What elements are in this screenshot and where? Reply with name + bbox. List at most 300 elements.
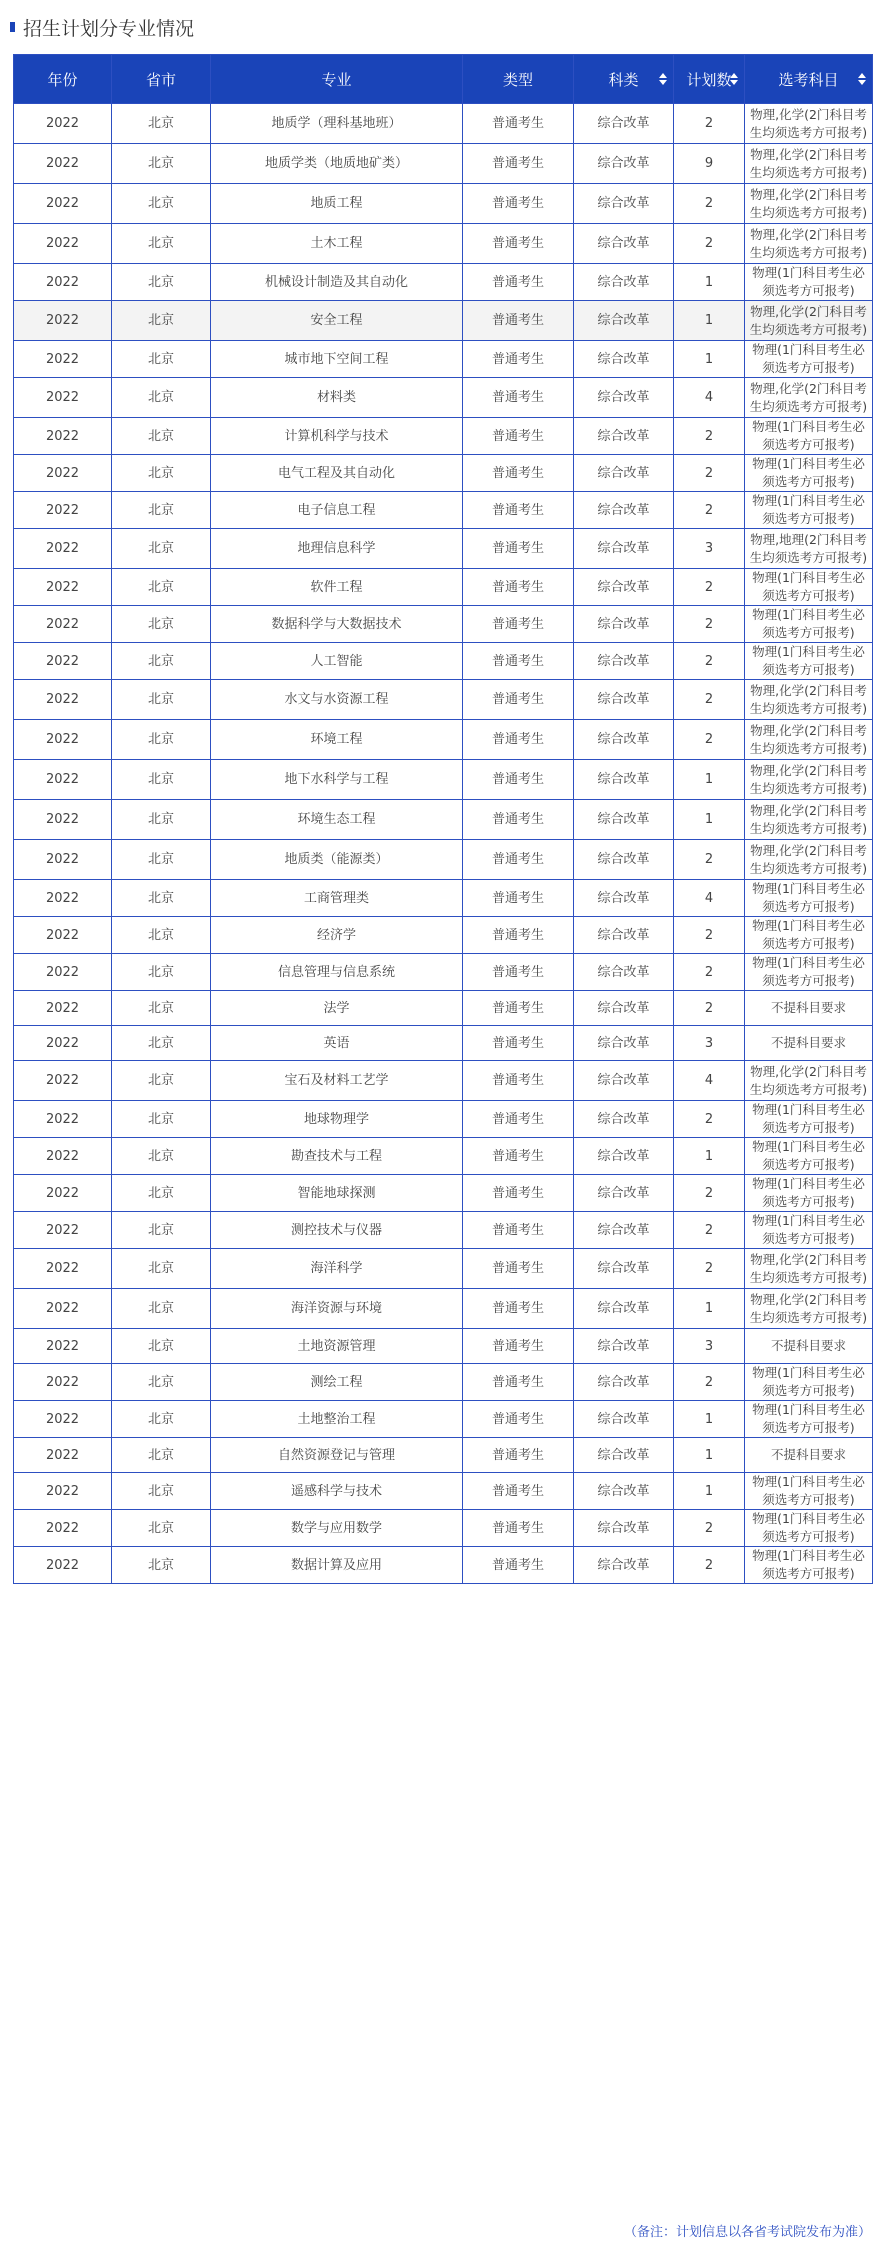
cell-province: 北京	[112, 991, 211, 1026]
cell-major: 环境工程	[211, 720, 463, 760]
cell-plan-count: 2	[674, 418, 745, 455]
cell-major: 工商管理类	[211, 880, 463, 917]
cell-category: 综合改革	[574, 341, 674, 378]
table-header-row	[14, 55, 873, 104]
cell-type: 普通考生	[463, 301, 574, 341]
cell-category: 综合改革	[574, 1212, 674, 1249]
cell-plan-count: 1	[674, 1289, 745, 1329]
cell-plan-count: 3	[674, 529, 745, 569]
cell-plan-count: 2	[674, 643, 745, 680]
cell-major: 城市地下空间工程	[211, 341, 463, 378]
cell-major: 数据计算及应用	[211, 1547, 463, 1584]
cell-province: 北京	[112, 1401, 211, 1438]
cell-subjects: 物理,化学(2门科目考生均须选考方可报考)	[745, 840, 873, 880]
table-row	[14, 1026, 873, 1061]
cell-type: 普通考生	[463, 104, 574, 144]
cell-major: 数据科学与大数据技术	[211, 606, 463, 643]
cell-type: 普通考生	[463, 264, 574, 301]
cell-type: 普通考生	[463, 917, 574, 954]
cell-year: 2022	[14, 301, 112, 341]
cell-major: 地下水科学与工程	[211, 760, 463, 800]
cell-province: 北京	[112, 1026, 211, 1061]
cell-type: 普通考生	[463, 1510, 574, 1547]
cell-year: 2022	[14, 991, 112, 1026]
cell-subjects: 物理(1门科目考生必须选考方可报考)	[745, 1101, 873, 1138]
cell-plan-count: 2	[674, 569, 745, 606]
cell-province: 北京	[112, 1138, 211, 1175]
cell-subjects: 物理(1门科目考生必须选考方可报考)	[745, 1364, 873, 1401]
column-header-year: 年份	[14, 55, 112, 104]
cell-subjects: 物理(1门科目考生必须选考方可报考)	[745, 880, 873, 917]
cell-major: 电气工程及其自动化	[211, 455, 463, 492]
cell-province: 北京	[112, 264, 211, 301]
cell-year: 2022	[14, 1289, 112, 1329]
cell-province: 北京	[112, 1101, 211, 1138]
cell-category: 综合改革	[574, 720, 674, 760]
cell-subjects: 不提科目要求	[745, 1329, 873, 1364]
cell-major: 地质类（能源类）	[211, 840, 463, 880]
cell-year: 2022	[14, 1249, 112, 1289]
cell-subjects: 物理(1门科目考生必须选考方可报考)	[745, 954, 873, 991]
cell-subjects: 物理(1门科目考生必须选考方可报考)	[745, 1473, 873, 1510]
cell-major: 英语	[211, 1026, 463, 1061]
cell-subjects: 物理,化学(2门科目考生均须选考方可报考)	[745, 301, 873, 341]
cell-province: 北京	[112, 1438, 211, 1473]
cell-plan-count: 2	[674, 104, 745, 144]
table-row	[14, 1061, 873, 1101]
cell-province: 北京	[112, 1175, 211, 1212]
cell-plan-count: 2	[674, 1175, 745, 1212]
cell-subjects: 物理(1门科目考生必须选考方可报考)	[745, 1547, 873, 1584]
table-row	[14, 224, 873, 264]
cell-subjects: 物理(1门科目考生必须选考方可报考)	[745, 455, 873, 492]
cell-subjects: 物理(1门科目考生必须选考方可报考)	[745, 643, 873, 680]
cell-subjects: 不提科目要求	[745, 1438, 873, 1473]
cell-province: 北京	[112, 800, 211, 840]
table-row	[14, 1401, 873, 1438]
cell-category: 综合改革	[574, 418, 674, 455]
cell-type: 普通考生	[463, 720, 574, 760]
cell-category: 综合改革	[574, 1026, 674, 1061]
cell-major: 经济学	[211, 917, 463, 954]
cell-major: 宝石及材料工艺学	[211, 1061, 463, 1101]
cell-category: 综合改革	[574, 800, 674, 840]
cell-type: 普通考生	[463, 1026, 574, 1061]
cell-province: 北京	[112, 418, 211, 455]
cell-year: 2022	[14, 144, 112, 184]
cell-type: 普通考生	[463, 606, 574, 643]
cell-category: 综合改革	[574, 529, 674, 569]
cell-type: 普通考生	[463, 1329, 574, 1364]
cell-major: 土地整治工程	[211, 1401, 463, 1438]
cell-plan-count: 1	[674, 341, 745, 378]
cell-year: 2022	[14, 1510, 112, 1547]
sort-arrows-icon[interactable]	[659, 73, 667, 85]
cell-subjects: 物理,化学(2门科目考生均须选考方可报考)	[745, 1061, 873, 1101]
cell-category: 综合改革	[574, 1438, 674, 1473]
cell-province: 北京	[112, 569, 211, 606]
cell-major: 土木工程	[211, 224, 463, 264]
cell-type: 普通考生	[463, 1061, 574, 1101]
cell-major: 测控技术与仪器	[211, 1212, 463, 1249]
cell-subjects: 物理,化学(2门科目考生均须选考方可报考)	[745, 378, 873, 418]
cell-category: 综合改革	[574, 606, 674, 643]
cell-province: 北京	[112, 720, 211, 760]
cell-type: 普通考生	[463, 880, 574, 917]
cell-type: 普通考生	[463, 991, 574, 1026]
cell-subjects: 物理,化学(2门科目考生均须选考方可报考)	[745, 104, 873, 144]
cell-plan-count: 1	[674, 1473, 745, 1510]
cell-type: 普通考生	[463, 1138, 574, 1175]
cell-subjects: 物理,化学(2门科目考生均须选考方可报考)	[745, 1249, 873, 1289]
cell-category: 综合改革	[574, 680, 674, 720]
cell-province: 北京	[112, 880, 211, 917]
table-row	[14, 455, 873, 492]
table-row	[14, 1547, 873, 1584]
cell-major: 水文与水资源工程	[211, 680, 463, 720]
cell-category: 综合改革	[574, 1364, 674, 1401]
cell-type: 普通考生	[463, 418, 574, 455]
cell-category: 综合改革	[574, 840, 674, 880]
table-row	[14, 1138, 873, 1175]
cell-category: 综合改革	[574, 1510, 674, 1547]
cell-category: 综合改革	[574, 569, 674, 606]
cell-year: 2022	[14, 529, 112, 569]
column-header-province: 省市	[112, 55, 211, 104]
cell-year: 2022	[14, 954, 112, 991]
cell-category: 综合改革	[574, 264, 674, 301]
cell-category: 综合改革	[574, 1401, 674, 1438]
table-row	[14, 1175, 873, 1212]
cell-subjects: 物理(1门科目考生必须选考方可报考)	[745, 1212, 873, 1249]
cell-subjects: 不提科目要求	[745, 1026, 873, 1061]
cell-category: 综合改革	[574, 224, 674, 264]
cell-year: 2022	[14, 378, 112, 418]
cell-plan-count: 2	[674, 492, 745, 529]
cell-major: 人工智能	[211, 643, 463, 680]
cell-plan-count: 9	[674, 144, 745, 184]
cell-plan-count: 1	[674, 264, 745, 301]
cell-year: 2022	[14, 1138, 112, 1175]
cell-major: 材料类	[211, 378, 463, 418]
cell-province: 北京	[112, 1329, 211, 1364]
cell-category: 综合改革	[574, 104, 674, 144]
cell-year: 2022	[14, 1364, 112, 1401]
table-row	[14, 1249, 873, 1289]
cell-category: 综合改革	[574, 760, 674, 800]
cell-type: 普通考生	[463, 378, 574, 418]
cell-plan-count: 2	[674, 1364, 745, 1401]
cell-type: 普通考生	[463, 492, 574, 529]
sort-arrows-icon[interactable]	[858, 73, 866, 85]
cell-type: 普通考生	[463, 184, 574, 224]
cell-type: 普通考生	[463, 1212, 574, 1249]
page-title: 招生计划分专业情况	[23, 17, 195, 40]
table-body	[14, 104, 873, 1584]
cell-year: 2022	[14, 1438, 112, 1473]
cell-plan-count: 4	[674, 378, 745, 418]
cell-province: 北京	[112, 643, 211, 680]
cell-category: 综合改革	[574, 492, 674, 529]
cell-type: 普通考生	[463, 643, 574, 680]
cell-category: 综合改革	[574, 1249, 674, 1289]
cell-province: 北京	[112, 840, 211, 880]
cell-major: 环境生态工程	[211, 800, 463, 840]
cell-category: 综合改革	[574, 301, 674, 341]
cell-plan-count: 3	[674, 1026, 745, 1061]
cell-category: 综合改革	[574, 1175, 674, 1212]
cell-province: 北京	[112, 301, 211, 341]
cell-plan-count: 2	[674, 991, 745, 1026]
table-row	[14, 606, 873, 643]
cell-category: 综合改革	[574, 144, 674, 184]
cell-year: 2022	[14, 643, 112, 680]
table-row	[14, 1289, 873, 1329]
cell-major: 信息管理与信息系统	[211, 954, 463, 991]
cell-year: 2022	[14, 264, 112, 301]
cell-plan-count: 2	[674, 1101, 745, 1138]
cell-plan-count: 1	[674, 301, 745, 341]
cell-subjects: 物理,化学(2门科目考生均须选考方可报考)	[745, 680, 873, 720]
cell-plan-count: 2	[674, 224, 745, 264]
cell-subjects: 物理,化学(2门科目考生均须选考方可报考)	[745, 184, 873, 224]
cell-year: 2022	[14, 224, 112, 264]
cell-year: 2022	[14, 1473, 112, 1510]
cell-category: 综合改革	[574, 1101, 674, 1138]
table-row	[14, 378, 873, 418]
cell-plan-count: 2	[674, 954, 745, 991]
column-header-subjects[interactable]: 选考科目	[745, 55, 873, 104]
cell-year: 2022	[14, 1061, 112, 1101]
table-row	[14, 680, 873, 720]
cell-province: 北京	[112, 455, 211, 492]
cell-subjects: 物理,化学(2门科目考生均须选考方可报考)	[745, 1289, 873, 1329]
cell-type: 普通考生	[463, 1175, 574, 1212]
cell-plan-count: 1	[674, 1401, 745, 1438]
cell-year: 2022	[14, 418, 112, 455]
cell-plan-count: 2	[674, 917, 745, 954]
cell-subjects: 物理(1门科目考生必须选考方可报考)	[745, 917, 873, 954]
cell-year: 2022	[14, 1101, 112, 1138]
cell-year: 2022	[14, 760, 112, 800]
cell-subjects: 物理(1门科目考生必须选考方可报考)	[745, 418, 873, 455]
cell-province: 北京	[112, 144, 211, 184]
cell-major: 电子信息工程	[211, 492, 463, 529]
cell-major: 数学与应用数学	[211, 1510, 463, 1547]
cell-category: 综合改革	[574, 643, 674, 680]
cell-major: 计算机科学与技术	[211, 418, 463, 455]
table-row	[14, 569, 873, 606]
cell-type: 普通考生	[463, 1101, 574, 1138]
cell-province: 北京	[112, 1547, 211, 1584]
table-row	[14, 1510, 873, 1547]
table-row	[14, 760, 873, 800]
cell-plan-count: 3	[674, 1329, 745, 1364]
column-header-plan-count[interactable]: 计划数	[674, 55, 745, 104]
table-row	[14, 720, 873, 760]
cell-type: 普通考生	[463, 341, 574, 378]
table-row	[14, 492, 873, 529]
cell-category: 综合改革	[574, 991, 674, 1026]
cell-province: 北京	[112, 492, 211, 529]
cell-plan-count: 1	[674, 1138, 745, 1175]
cell-type: 普通考生	[463, 760, 574, 800]
table-row	[14, 643, 873, 680]
cell-year: 2022	[14, 680, 112, 720]
cell-subjects: 物理(1门科目考生必须选考方可报考)	[745, 606, 873, 643]
cell-type: 普通考生	[463, 569, 574, 606]
cell-type: 普通考生	[463, 529, 574, 569]
cell-year: 2022	[14, 1175, 112, 1212]
cell-subjects: 物理(1门科目考生必须选考方可报考)	[745, 1510, 873, 1547]
cell-type: 普通考生	[463, 1364, 574, 1401]
column-header-type: 类型	[463, 55, 574, 104]
cell-major: 安全工程	[211, 301, 463, 341]
table-row	[14, 880, 873, 917]
cell-year: 2022	[14, 880, 112, 917]
cell-category: 综合改革	[574, 1289, 674, 1329]
cell-province: 北京	[112, 680, 211, 720]
table-row	[14, 954, 873, 991]
cell-major: 法学	[211, 991, 463, 1026]
cell-province: 北京	[112, 378, 211, 418]
cell-category: 综合改革	[574, 378, 674, 418]
cell-province: 北京	[112, 1364, 211, 1401]
cell-plan-count: 4	[674, 880, 745, 917]
cell-year: 2022	[14, 455, 112, 492]
cell-major: 自然资源登记与管理	[211, 1438, 463, 1473]
cell-category: 综合改革	[574, 917, 674, 954]
cell-major: 机械设计制造及其自动化	[211, 264, 463, 301]
table-row	[14, 418, 873, 455]
cell-major: 地质工程	[211, 184, 463, 224]
cell-subjects: 物理,化学(2门科目考生均须选考方可报考)	[745, 224, 873, 264]
cell-year: 2022	[14, 1026, 112, 1061]
cell-year: 2022	[14, 720, 112, 760]
cell-major: 地球物理学	[211, 1101, 463, 1138]
cell-category: 综合改革	[574, 455, 674, 492]
cell-subjects: 物理(1门科目考生必须选考方可报考)	[745, 1138, 873, 1175]
cell-plan-count: 1	[674, 760, 745, 800]
cell-year: 2022	[14, 1401, 112, 1438]
cell-province: 北京	[112, 224, 211, 264]
cell-year: 2022	[14, 104, 112, 144]
cell-subjects: 物理,地理(2门科目考生均须选考方可报考)	[745, 529, 873, 569]
cell-type: 普通考生	[463, 680, 574, 720]
cell-province: 北京	[112, 104, 211, 144]
table-row	[14, 1212, 873, 1249]
table-row	[14, 1329, 873, 1364]
cell-province: 北京	[112, 1473, 211, 1510]
cell-category: 综合改革	[574, 1138, 674, 1175]
table-row	[14, 264, 873, 301]
cell-major: 勘查技术与工程	[211, 1138, 463, 1175]
cell-category: 综合改革	[574, 1547, 674, 1584]
cell-province: 北京	[112, 1510, 211, 1547]
cell-province: 北京	[112, 1289, 211, 1329]
footer-note: （备注：计划信息以各省考试院发布为准）	[623, 2225, 871, 2240]
cell-subjects: 物理(1门科目考生必须选考方可报考)	[745, 1175, 873, 1212]
cell-year: 2022	[14, 917, 112, 954]
cell-plan-count: 2	[674, 680, 745, 720]
cell-year: 2022	[14, 184, 112, 224]
cell-subjects: 物理,化学(2门科目考生均须选考方可报考)	[745, 720, 873, 760]
cell-province: 北京	[112, 1249, 211, 1289]
cell-major: 智能地球探测	[211, 1175, 463, 1212]
cell-major: 地质学（理科基地班）	[211, 104, 463, 144]
title-bullet-icon	[10, 22, 15, 32]
cell-type: 普通考生	[463, 1438, 574, 1473]
cell-plan-count: 2	[674, 1249, 745, 1289]
cell-plan-count: 2	[674, 1510, 745, 1547]
cell-province: 北京	[112, 341, 211, 378]
cell-plan-count: 2	[674, 840, 745, 880]
cell-type: 普通考生	[463, 144, 574, 184]
section-header	[10, 14, 194, 40]
table-row	[14, 529, 873, 569]
table-row	[14, 341, 873, 378]
cell-major: 土地资源管理	[211, 1329, 463, 1364]
cell-plan-count: 2	[674, 606, 745, 643]
cell-plan-count: 1	[674, 800, 745, 840]
enrollment-plan-table	[13, 54, 873, 1584]
table-row	[14, 1473, 873, 1510]
cell-plan-count: 1	[674, 1438, 745, 1473]
column-header-category[interactable]: 科类	[574, 55, 674, 104]
cell-province: 北京	[112, 529, 211, 569]
cell-category: 综合改革	[574, 954, 674, 991]
cell-year: 2022	[14, 606, 112, 643]
cell-type: 普通考生	[463, 1289, 574, 1329]
cell-plan-count: 4	[674, 1061, 745, 1101]
cell-major: 海洋资源与环境	[211, 1289, 463, 1329]
cell-subjects: 物理(1门科目考生必须选考方可报考)	[745, 1401, 873, 1438]
cell-major: 海洋科学	[211, 1249, 463, 1289]
cell-subjects: 不提科目要求	[745, 991, 873, 1026]
cell-year: 2022	[14, 492, 112, 529]
table-row	[14, 917, 873, 954]
table-row	[14, 840, 873, 880]
cell-province: 北京	[112, 184, 211, 224]
table-row	[14, 184, 873, 224]
cell-category: 综合改革	[574, 184, 674, 224]
cell-plan-count: 2	[674, 184, 745, 224]
sort-arrows-icon[interactable]	[730, 73, 738, 85]
cell-province: 北京	[112, 917, 211, 954]
cell-year: 2022	[14, 569, 112, 606]
cell-year: 2022	[14, 800, 112, 840]
table-row	[14, 144, 873, 184]
cell-major: 地质学类（地质地矿类）	[211, 144, 463, 184]
cell-province: 北京	[112, 1212, 211, 1249]
cell-plan-count: 2	[674, 1212, 745, 1249]
cell-category: 综合改革	[574, 1329, 674, 1364]
cell-plan-count: 2	[674, 455, 745, 492]
cell-year: 2022	[14, 1329, 112, 1364]
cell-province: 北京	[112, 606, 211, 643]
cell-type: 普通考生	[463, 1547, 574, 1584]
table-row	[14, 1438, 873, 1473]
table-row	[14, 104, 873, 144]
cell-subjects: 物理,化学(2门科目考生均须选考方可报考)	[745, 800, 873, 840]
cell-major: 遥感科学与技术	[211, 1473, 463, 1510]
cell-category: 综合改革	[574, 1061, 674, 1101]
table-row	[14, 1364, 873, 1401]
cell-type: 普通考生	[463, 1249, 574, 1289]
cell-type: 普通考生	[463, 1473, 574, 1510]
cell-subjects: 物理(1门科目考生必须选考方可报考)	[745, 264, 873, 301]
cell-plan-count: 2	[674, 1547, 745, 1584]
